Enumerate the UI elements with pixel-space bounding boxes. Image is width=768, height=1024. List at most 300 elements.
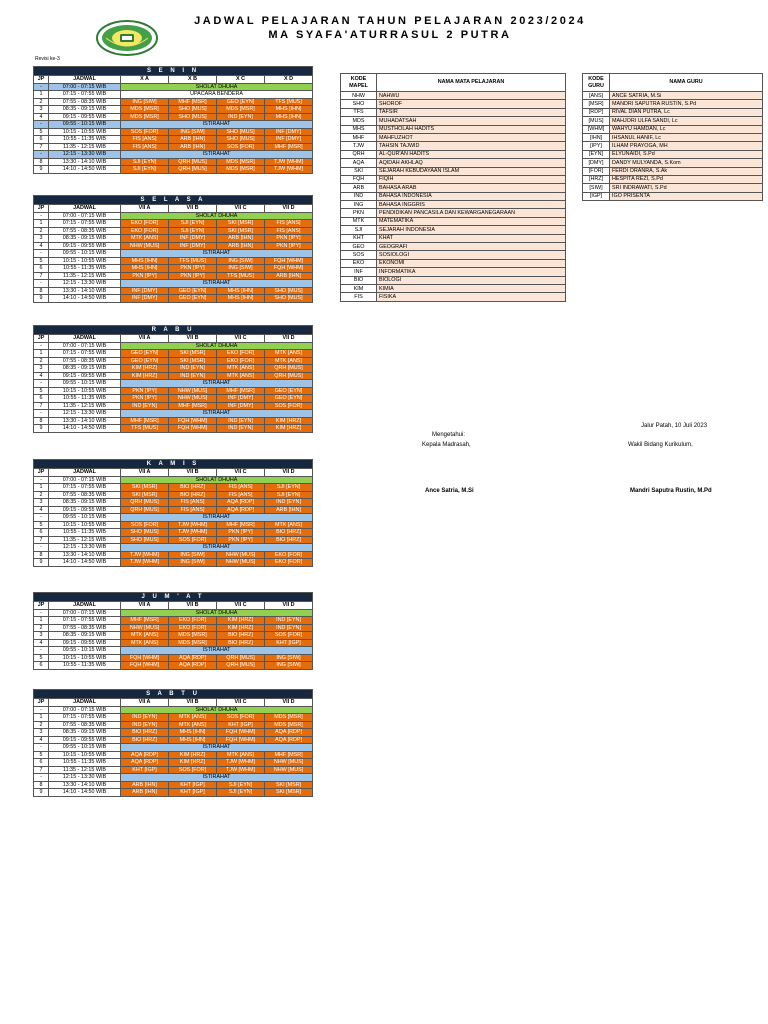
lesson-cell: TFS [MUS] [121,425,169,433]
schedule-row [34,98,313,106]
lesson-cell: KIM [HRZ] [169,751,217,759]
subject-row [341,201,566,209]
period-time: 09:55 - 10:15 WIB [49,380,121,388]
period-number: 1 [34,220,49,228]
lesson-cell: NHW [MUS] [169,387,217,395]
lesson-cell: QRH [MUS] [265,372,313,380]
period-number: 4 [34,242,49,250]
lesson-cell: SKI [MSR] [169,350,217,358]
lesson-cell: EKO [FOR] [265,551,313,559]
period-time: 09:15 - 09:55 WIB [49,372,121,380]
period-time: 08:35 - 09:15 WIB [49,235,121,243]
period-time: 10:15 - 10:55 WIB [49,387,121,395]
lesson-cell: MHF [MSR] [169,402,217,410]
lesson-cell: SHO [MUS] [265,295,313,303]
name-cell: NAHWU [377,92,566,100]
period-time: 12:15 - 13:30 WIB [49,544,121,552]
lesson-cell: PKN [IPY] [121,272,169,280]
name-cell: AL-QUR'AN HADITS [377,150,566,158]
name-cell: BAHASA ARAB [377,184,566,192]
period-time: 14:10 - 14:50 WIB [49,425,121,433]
column-header: JADWAL [49,205,121,213]
lesson-cell: INF [DMY] [121,295,169,303]
period-number: 6 [34,265,49,273]
lesson-cell: TJW [WHM] [217,759,265,767]
teacher-row [583,150,763,158]
lesson-cell: QRH [MUS] [169,158,217,166]
code-cell: [SIW] [583,184,610,192]
lesson-cell: SKI [MSR] [217,227,265,235]
period-time: 08:35 - 09:15 WIB [49,632,121,640]
teacher-code-table [582,73,763,201]
lesson-cell: MDS [MSR] [121,113,169,121]
period-time: 09:15 - 09:55 WIB [49,506,121,514]
lesson-cell: MDS [MSR] [217,158,265,166]
break-slot: ISTIRAHAT [121,250,313,258]
lesson-cell: GEO [EYN] [217,98,265,106]
code-cell: [FOR] [583,167,610,175]
period-time: 08:35 - 09:15 WIB [49,106,121,114]
schedule-row [34,357,313,365]
lesson-cell: ING [SIW] [169,559,217,567]
lesson-cell: EKO [FOR] [121,220,169,228]
lesson-cell: ARB [IHN] [169,136,217,144]
period-number: - [34,151,49,159]
period-time: 11:35 - 12:15 WIB [49,402,121,410]
document-title: JADWAL PELAJARAN TAHUN PELAJARAN 2023/2024 [194,15,586,27]
lesson-cell: SHO [MUS] [217,136,265,144]
schedule-row [34,559,313,567]
schedule-row [34,128,313,136]
lesson-cell: PKN [IPY] [169,272,217,280]
column-header: VII C [217,469,265,477]
schedule-row [34,106,313,114]
lesson-cell: FQH [WHM] [217,729,265,737]
name-cell: RIVAL DIAN PUTRA, Lc [610,108,763,116]
period-time: 07:00 - 07:15 WIB [49,83,121,91]
period-number: 1 [34,714,49,722]
day-name: R A B U [34,326,313,335]
day-name: K A M I S [34,460,313,469]
lesson-cell: INF [DMY] [169,242,217,250]
lesson-cell: ARB [IHN] [265,506,313,514]
schedule-row [34,380,313,388]
name-cell: BAHASA INGGRIS [377,201,566,209]
period-number: - [34,647,49,655]
lesson-cell: PKN [IPY] [265,242,313,250]
column-header: JP [34,335,49,343]
column-header: VII C [217,699,265,707]
lesson-cell: GEO [EYN] [265,387,313,395]
schedule-row [34,744,313,752]
lesson-cell: NHW [MUS] [121,624,169,632]
period-time: 10:55 - 11:35 WIB [49,395,121,403]
lesson-cell: SOS [FOR] [217,143,265,151]
lesson-cell: SHO [MUS] [265,287,313,295]
lesson-cell: AQA [RDP] [265,729,313,737]
schedule-row [34,514,313,522]
lesson-cell: ARB [IHN] [217,242,265,250]
period-time: 09:15 - 09:55 WIB [49,113,121,121]
lesson-cell: IND [EYN] [217,113,265,121]
lesson-cell: SJI [EYN] [265,484,313,492]
period-time: 10:15 - 10:55 WIB [49,751,121,759]
lesson-cell: MDS [MSR] [217,166,265,174]
lesson-cell: IND [EYN] [121,721,169,729]
column-header: VII A [121,602,169,610]
period-number: 3 [34,632,49,640]
lesson-cell: TJW [WHM] [169,521,217,529]
period-number: 2 [34,357,49,365]
column-header: VII A [121,469,169,477]
column-header: JADWAL [49,699,121,707]
lesson-cell: FQH [WHM] [121,654,169,662]
period-number: 6 [34,759,49,767]
lesson-cell: GEO [EYN] [169,295,217,303]
period-number: 4 [34,113,49,121]
period-number: 3 [34,106,49,114]
schedule-row [34,789,313,797]
lesson-cell: SJI [EYN] [121,158,169,166]
name-cell: GEOGRAFI [377,243,566,251]
period-time: 07:15 - 07:55 WIB [49,617,121,625]
schedule-row [34,402,313,410]
period-time: 13:30 - 14:10 WIB [49,417,121,425]
prayer-slot: SHOLAT DHUHA [121,83,313,91]
lesson-cell: KHT [IGP] [217,721,265,729]
day-name: J U M ' A T [34,593,313,602]
lesson-cell: TFS [MUS] [217,272,265,280]
lesson-cell: NHW [MUS] [265,759,313,767]
lesson-cell: QRH [MUS] [217,654,265,662]
period-time: 07:55 - 08:35 WIB [49,98,121,106]
name-cell: MAHFUZHOT [377,133,566,141]
teacher-row [583,133,763,141]
signature-left-role: Kepala Madrasah, [422,442,471,448]
schedule-row [34,506,313,514]
subject-row [341,234,566,242]
schedule-row [34,220,313,228]
period-number: 1 [34,91,49,99]
period-number: 9 [34,559,49,567]
name-cell: FISIKA [377,293,566,301]
lesson-cell: SHO [MUS] [217,128,265,136]
period-time: 10:55 - 11:35 WIB [49,662,121,670]
column-header: JP [34,699,49,707]
lesson-cell: MHS [IHN] [265,106,313,114]
lesson-cell: ING [SIW] [217,265,265,273]
period-time: 09:55 - 10:15 WIB [49,514,121,522]
break-slot: ISTIRAHAT [121,410,313,418]
lesson-cell: FIS [ANS] [169,499,217,507]
lesson-cell: IND [EYN] [169,372,217,380]
lesson-cell: QRH [MUS] [121,506,169,514]
period-number: - [34,609,49,617]
period-number: 3 [34,235,49,243]
subject-row [341,243,566,251]
column-header: VII D [265,699,313,707]
period-time: 10:15 - 10:55 WIB [49,128,121,136]
period-time: 13:30 - 14:10 WIB [49,158,121,166]
lesson-cell: SJI [EYN] [121,166,169,174]
schedule-row [34,143,313,151]
period-time: 12:15 - 13:30 WIB [49,774,121,782]
name-cell: KHAT [377,234,566,242]
lesson-cell: KIM [HRZ] [121,372,169,380]
name-cell: FIQIH [377,175,566,183]
period-number: 6 [34,136,49,144]
name-cell: IHSANUL HANIF, Lc [610,133,763,141]
code-cell: [RDP] [583,108,610,116]
column-header: VII A [121,335,169,343]
period-time: 14:10 - 14:50 WIB [49,166,121,174]
period-number: 8 [34,781,49,789]
schedule-row [34,632,313,640]
lesson-cell: MDS [MSR] [217,106,265,114]
period-number: 5 [34,654,49,662]
lesson-cell: ING [SIW] [121,98,169,106]
lesson-cell: SJI [EYN] [217,789,265,797]
schedule-row [34,272,313,280]
schedule-row [34,654,313,662]
name-cell: MAHJORI ULFA SANDI, Lc [610,117,763,125]
period-number: - [34,121,49,129]
lesson-cell: ARB [IHN] [169,143,217,151]
code-cell: SOS [341,251,377,259]
lesson-cell: EKO [FOR] [217,350,265,358]
period-number: 5 [34,128,49,136]
period-time: 07:15 - 07:55 WIB [49,220,121,228]
lesson-cell: TJW [WHM] [265,158,313,166]
lesson-cell: TFS [MUS] [169,257,217,265]
period-number: 8 [34,551,49,559]
period-time: 08:35 - 09:15 WIB [49,499,121,507]
lesson-cell: IND [EYN] [217,417,265,425]
lesson-cell: KHT [IGP] [169,781,217,789]
schedule-row [34,295,313,303]
code-cell: MTK [341,217,377,225]
period-number: - [34,744,49,752]
lesson-cell: AQA [RDP] [121,751,169,759]
lesson-cell: MHS [IHN] [121,265,169,273]
schedule-row [34,774,313,782]
lesson-cell: AQA [RDP] [265,736,313,744]
break-slot: ISTIRAHAT [121,647,313,655]
signature-left-name: Ance Satria, M.Si [425,488,474,494]
signature-right-role: Wakil Bidang Kurikulum, [628,442,693,448]
period-number: 6 [34,662,49,670]
subject-row [341,125,566,133]
column-header: VII B [169,699,217,707]
period-number: 2 [34,624,49,632]
teacher-row [583,184,763,192]
lesson-cell: BIO [HRZ] [217,632,265,640]
lesson-cell: GEO [EYN] [121,350,169,358]
lesson-cell: MHF [MSR] [121,617,169,625]
period-number: 7 [34,272,49,280]
column-header: JP [34,602,49,610]
code-cell: NHW [341,92,377,100]
day-table [33,325,313,433]
code-cell: SHO [341,100,377,108]
schedule-row [34,521,313,529]
period-time: 13:30 - 14:10 WIB [49,551,121,559]
school-emblem-logo [96,20,158,56]
schedule-row [34,372,313,380]
lesson-cell: IND [EYN] [169,365,217,373]
lesson-cell: IND [EYN] [121,714,169,722]
code-cell: EKO [341,259,377,267]
subject-row [341,167,566,175]
schedule-row [34,529,313,537]
teacher-row [583,175,763,183]
column-header: VII B [169,335,217,343]
subject-row [341,92,566,100]
day-table [33,689,313,797]
column-header: VII C [217,335,265,343]
name-cell: SRI INDRAWATI, S.Pd [610,184,763,192]
lesson-cell: FIS [ANS] [265,227,313,235]
period-number: 4 [34,639,49,647]
lesson-cell: MTK [ANS] [217,751,265,759]
period-number: - [34,544,49,552]
lesson-cell: ARB [IHN] [121,781,169,789]
signature-acknowledged: Mengetahui: [432,432,466,438]
lesson-cell: MHS [IHN] [265,113,313,121]
period-number: 6 [34,395,49,403]
period-time: 10:55 - 11:35 WIB [49,136,121,144]
schedule-row [34,759,313,767]
column-header: VII D [265,602,313,610]
lesson-cell: SKI [MSR] [121,491,169,499]
code-cell: KHT [341,234,377,242]
teacher-row [583,167,763,175]
column-header: JADWAL [49,76,121,84]
name-cell: INFORMATIKA [377,268,566,276]
schedule-row [34,544,313,552]
schedule-row [34,536,313,544]
lesson-cell: QRH [MUS] [217,662,265,670]
subject-row [341,108,566,116]
name-cell: ILHAM PRAYOGA, MH [610,142,763,150]
lesson-cell: EKO [FOR] [169,624,217,632]
lesson-cell: EKO [FOR] [121,227,169,235]
teacher-code-header: KODE GURU [583,74,610,92]
lesson-cell: NHW [MUS] [121,242,169,250]
lesson-cell: SJI [EYN] [169,227,217,235]
lesson-cell: QRH [MUS] [169,166,217,174]
column-header: JP [34,205,49,213]
lesson-cell: KHT [IGP] [265,639,313,647]
schedule-row [34,751,313,759]
revision-note: Revisi ke-3 [35,56,60,62]
code-cell: [HRZ] [583,175,610,183]
code-cell: MHS [341,125,377,133]
schedule-row [34,714,313,722]
lesson-cell: FIS [ANS] [169,506,217,514]
period-time: 12:15 - 13:30 WIB [49,280,121,288]
schedule-row [34,721,313,729]
period-time: 11:35 - 12:15 WIB [49,766,121,774]
period-time: 07:55 - 08:35 WIB [49,227,121,235]
lesson-cell: SKI [MSR] [169,357,217,365]
period-number: 9 [34,789,49,797]
period-time: 14:10 - 14:50 WIB [49,295,121,303]
period-number: 6 [34,529,49,537]
lesson-cell: FQH [WHM] [217,736,265,744]
period-time: 09:55 - 10:15 WIB [49,744,121,752]
period-time: 07:00 - 07:15 WIB [49,212,121,220]
lesson-cell: FQH [WHM] [169,417,217,425]
period-number: 4 [34,506,49,514]
code-cell: GEO [341,243,377,251]
lesson-cell: MTK [ANS] [169,721,217,729]
period-number: 9 [34,295,49,303]
lesson-cell: MHF [MSR] [265,751,313,759]
lesson-cell: GEO [EYN] [265,395,313,403]
column-header: VII B [169,602,217,610]
period-time: 07:55 - 08:35 WIB [49,491,121,499]
lesson-cell: SHO [MUS] [121,536,169,544]
period-number: - [34,250,49,258]
lesson-cell: BIO [HRZ] [217,639,265,647]
lesson-cell: AQA [RDP] [217,499,265,507]
lesson-cell: BIO [HRZ] [121,729,169,737]
period-time: 10:55 - 11:35 WIB [49,759,121,767]
subject-row [341,192,566,200]
lesson-cell: PKN [IPY] [265,235,313,243]
column-header: JADWAL [49,469,121,477]
period-time: 13:30 - 14:10 WIB [49,781,121,789]
subject-row [341,100,566,108]
teacher-row [583,108,763,116]
schedule-row [34,257,313,265]
period-time: 07:00 - 07:15 WIB [49,706,121,714]
lesson-cell: TJW [WHM] [121,559,169,567]
lesson-cell: MTK [ANS] [121,639,169,647]
code-cell: [ANS] [583,92,610,100]
code-cell: [WHM] [583,125,610,133]
subject-row [341,159,566,167]
lesson-cell: EKO [FOR] [265,559,313,567]
lesson-cell: KHT [IGP] [169,789,217,797]
period-number: 2 [34,227,49,235]
lesson-cell: MHF [MSR] [217,521,265,529]
schedule-row [34,410,313,418]
period-number: 1 [34,617,49,625]
schedule-row [34,365,313,373]
period-number: - [34,212,49,220]
subject-row [341,284,566,292]
period-time: 07:55 - 08:35 WIB [49,357,121,365]
period-number: 7 [34,402,49,410]
teacher-row [583,192,763,200]
lesson-cell: KIM [HRZ] [217,624,265,632]
period-number: - [34,514,49,522]
column-header: X B [169,76,217,84]
schedule-row [34,624,313,632]
schedule-row [34,395,313,403]
lesson-cell: MHF [MSR] [217,387,265,395]
column-header: VII A [121,205,169,213]
period-time: 10:15 - 10:55 WIB [49,257,121,265]
code-cell: [MSR] [583,100,610,108]
schedule-row [34,91,313,99]
name-cell: HESPITA REZI, S.Pd [610,175,763,183]
period-time: 11:35 - 12:15 WIB [49,536,121,544]
schedule-row [34,212,313,220]
signature-place-date: Jalur Patah, 10 Juli 2023 [641,423,708,429]
